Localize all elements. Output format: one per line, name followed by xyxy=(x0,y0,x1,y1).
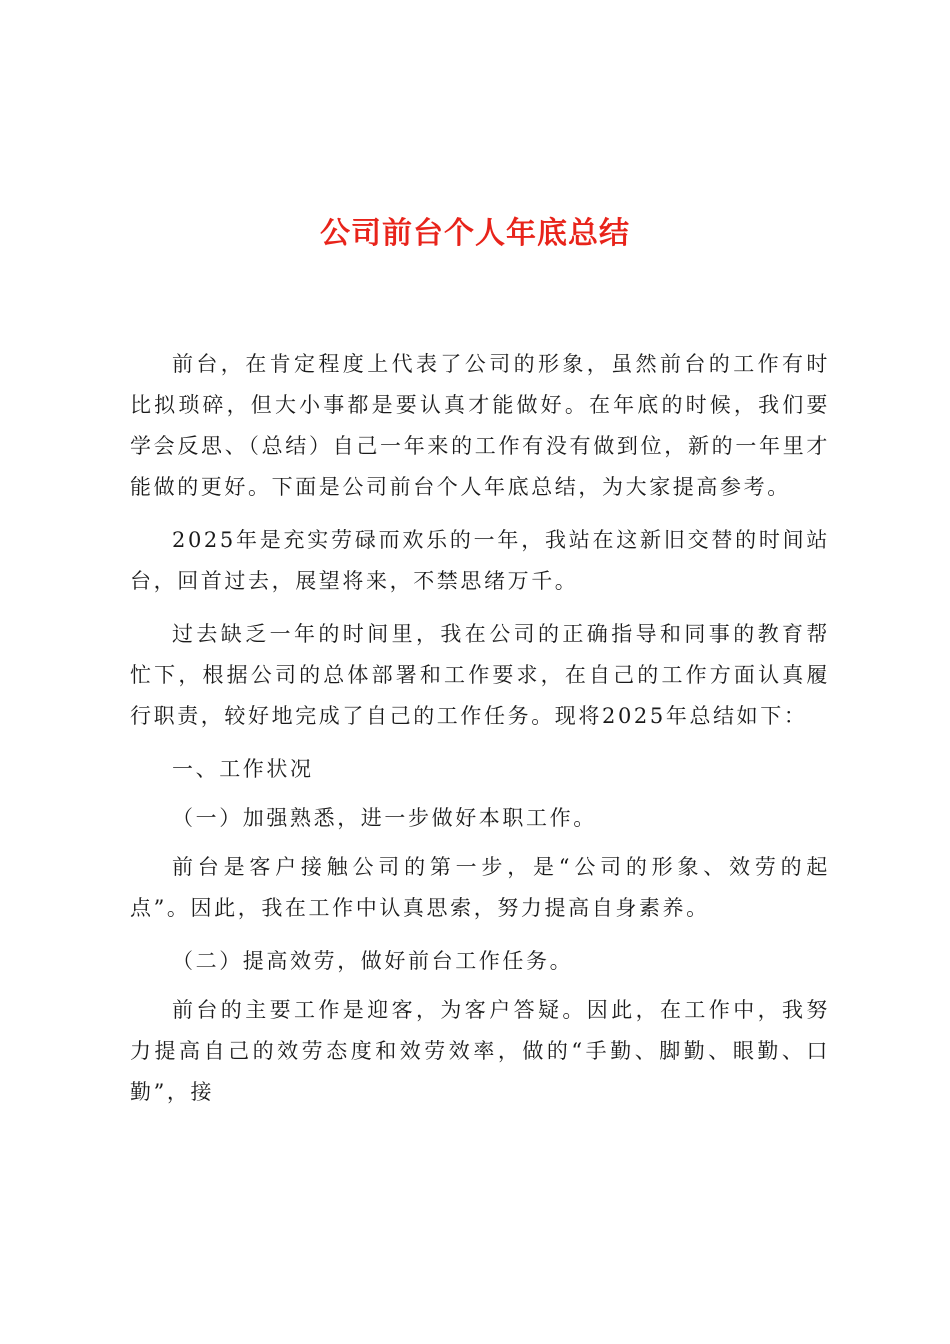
paragraph-past-year: 过去缺乏一年的时间里，我在公司的正确指导和同事的教育帮忙下，根据公司的总体部署和工作要求，在自己的工作方面认真履行职责，较好地完成了自己的工作任务。现将2025年总结如下： xyxy=(130,622,830,728)
paragraph-year-summary: 2025年是充实劳碌而欢乐的一年，我站在这新旧交替的时间站台，回首过去，展望将来，不禁思绪万千。 xyxy=(130,528,830,593)
paragraph-front-desk-image: 前台是客户接触公司的第一步，是“公司的形象、效劳的起点”。因此，我在工作中认真思索，努力提高自身素养。 xyxy=(130,855,830,920)
paragraph-front-desk-duties: 前台的主要工作是迎客，为客户答疑。因此，在工作中，我努力提高自己的效劳态度和效劳效率，做的“手勤、脚勤、眼勤、口勤”，接 xyxy=(130,998,830,1104)
document-body xyxy=(130,344,830,1125)
subsection-heading-2: （二）提高效劳，做好前台工作任务。 xyxy=(172,949,574,973)
paragraph-intro: 前台，在肯定程度上代表了公司的形象，虽然前台的工作有时比拟琐碎，但大小事都是要认真才能做好。在年底的时候，我们要学会反思、（总结）自己一年来的工作有没有做到位，新的一年里才能做的更好。下面是公司前台个人年底总结，为大家提高参考。 xyxy=(130,352,830,499)
document-title: 公司前台个人年底总结 xyxy=(320,216,630,251)
subsection-heading-1: （一）加强熟悉，进一步做好本职工作。 xyxy=(172,806,597,830)
section-heading-work-status: 一、工作状况 xyxy=(172,757,314,781)
